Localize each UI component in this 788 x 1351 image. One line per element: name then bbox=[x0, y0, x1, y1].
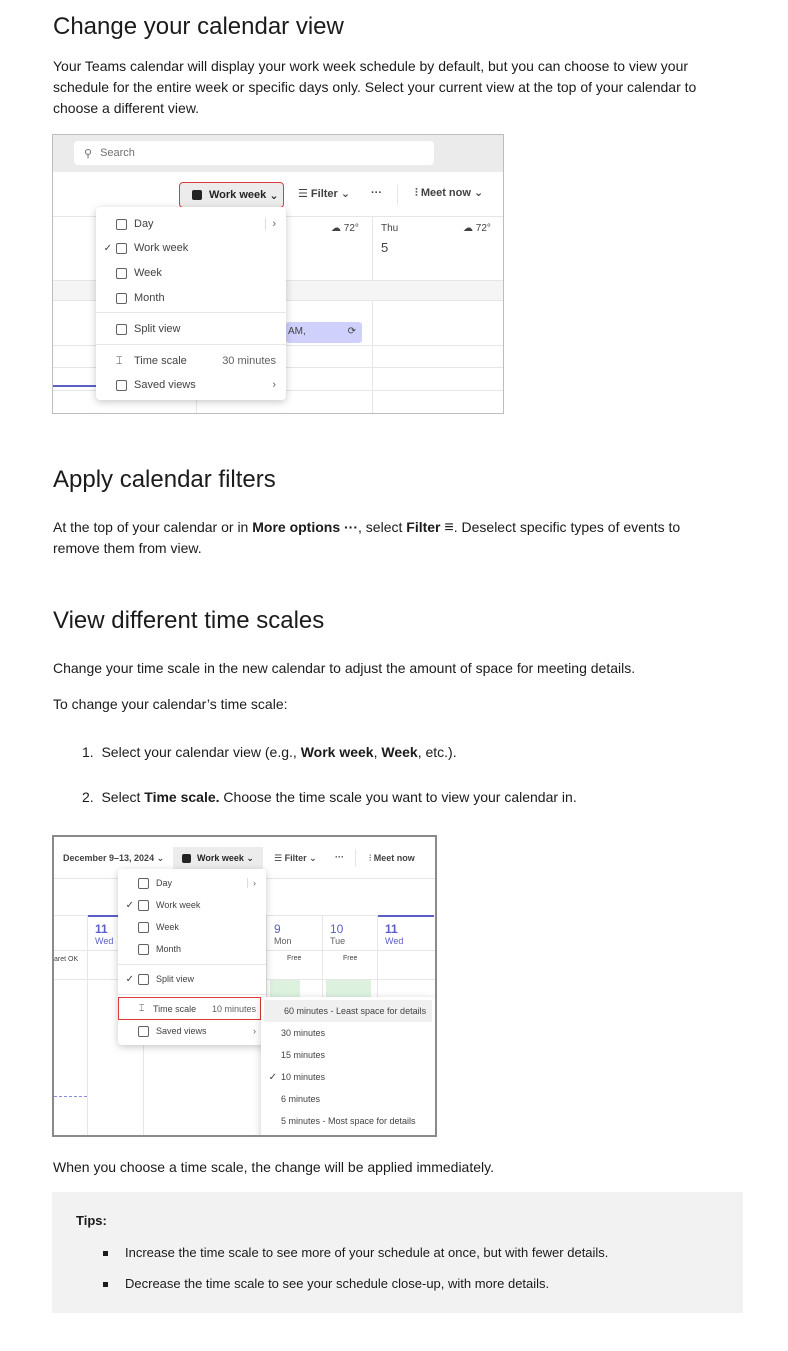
free-status: Free bbox=[287, 955, 302, 962]
text: , etc.). bbox=[417, 744, 457, 760]
step-number: 1. bbox=[82, 744, 94, 760]
menu-item-work-week[interactable] bbox=[118, 894, 266, 916]
date-range: December 9–13, 2024 bbox=[63, 853, 155, 863]
section-heading: Change your calendar view bbox=[53, 13, 344, 40]
menu-item-saved-views[interactable] bbox=[118, 1020, 266, 1042]
tip-item: Increase the time scale to see more of your schedule at once, but with fewer details. bbox=[125, 1245, 609, 1260]
intro-paragraph bbox=[53, 56, 733, 119]
day-header[interactable] bbox=[274, 922, 292, 946]
step-1 bbox=[82, 742, 762, 763]
option-label: 30 minutes bbox=[281, 1028, 326, 1038]
temp-value: 72° bbox=[475, 223, 491, 234]
menu-label: Day bbox=[134, 218, 154, 230]
filter-icon: ≡ bbox=[444, 519, 454, 536]
text-line: schedule for the entire week or specific days only. Select your current view at the top of your calendar to bbox=[53, 79, 697, 95]
time-scale-option[interactable] bbox=[261, 1022, 435, 1044]
day-name: Wed bbox=[385, 936, 404, 946]
paragraph: Change your time scale in the new calendar to adjust the amount of space for meeting details. bbox=[53, 660, 636, 676]
filter-term: Filter bbox=[406, 519, 441, 535]
text: At the top of your calendar or in bbox=[53, 519, 253, 535]
menu-label: Day bbox=[156, 878, 173, 888]
bold-term: Work week bbox=[300, 744, 374, 760]
menu-label: Work week bbox=[134, 242, 189, 254]
day-number: 9 bbox=[274, 922, 281, 936]
free-status: Free bbox=[343, 955, 358, 962]
menu-item-split-view[interactable] bbox=[118, 968, 266, 990]
calendar-icon bbox=[182, 854, 191, 863]
save-icon bbox=[116, 380, 127, 391]
menu-label: Split view bbox=[156, 974, 195, 984]
menu-item-week[interactable] bbox=[96, 262, 286, 284]
split-view-icon bbox=[116, 324, 127, 335]
time-scale-submenu bbox=[261, 997, 435, 1137]
paragraph: To change your calendar’s time scale: bbox=[53, 696, 288, 712]
day-name: Tue bbox=[330, 936, 346, 946]
day-number: 11 bbox=[95, 922, 108, 936]
menu-label: Saved views bbox=[134, 379, 196, 391]
paragraph: When you choose a time scale, the change will be applied immediately. bbox=[53, 1159, 494, 1175]
week-icon bbox=[138, 922, 149, 933]
filter-label: Filter bbox=[284, 853, 307, 863]
view-dropdown-menu bbox=[96, 207, 286, 400]
chevron-right-icon[interactable]: › bbox=[265, 218, 276, 230]
month-icon bbox=[116, 293, 127, 304]
search-placeholder: Search bbox=[100, 147, 135, 159]
option-label: 15 minutes bbox=[281, 1050, 326, 1060]
calendar-view-screenshot bbox=[52, 134, 504, 414]
tips-box bbox=[52, 1192, 743, 1313]
option-label: 10 minutes bbox=[281, 1072, 326, 1082]
meet-now-label: Meet now bbox=[420, 187, 471, 199]
tip-item: Decrease the time scale to see your schedule close-up, with more details. bbox=[125, 1276, 550, 1291]
audio-wave-icon: ⫶ bbox=[415, 187, 421, 199]
tips-title: Tips: bbox=[76, 1213, 107, 1228]
text-line: remove them from view. bbox=[53, 540, 202, 556]
day-header[interactable] bbox=[95, 922, 113, 946]
filter-label: Filter bbox=[310, 188, 338, 200]
menu-item-month[interactable] bbox=[96, 287, 286, 309]
time-scale-option[interactable] bbox=[264, 1000, 432, 1022]
more-options-button[interactable]: ··· bbox=[335, 852, 344, 862]
time-scale-value: 10 minutes bbox=[211, 1003, 256, 1014]
split-view-icon bbox=[138, 974, 149, 985]
audio-wave-icon: ⫶ bbox=[369, 853, 374, 863]
weather-temp: ☁ 72° bbox=[463, 223, 491, 234]
work-week-button[interactable]: Work week ⌄ bbox=[173, 847, 263, 869]
checkmark-icon: ✓ bbox=[103, 242, 112, 254]
current-time-line bbox=[53, 385, 96, 387]
search-icon: ⚲ bbox=[84, 147, 93, 160]
view-label: Work week bbox=[197, 853, 244, 863]
view-dropdown-menu bbox=[118, 869, 266, 1045]
day-icon bbox=[116, 219, 127, 230]
calendar-event[interactable] bbox=[286, 322, 362, 343]
section-heading: View different time scales bbox=[53, 607, 325, 634]
month-icon bbox=[138, 944, 149, 955]
day-header[interactable] bbox=[385, 922, 403, 946]
bold-term: Time scale. bbox=[144, 789, 220, 805]
menu-label: Time scale bbox=[153, 1003, 197, 1014]
time-scale-option[interactable] bbox=[261, 1110, 435, 1132]
meet-now-button[interactable]: ⫶ Meet now ⌄ bbox=[415, 187, 484, 199]
day-number: 11 bbox=[385, 922, 398, 936]
menu-item-week[interactable] bbox=[118, 916, 266, 938]
meet-now-label: Meet now bbox=[373, 853, 415, 863]
day-number: 10 bbox=[330, 922, 344, 936]
option-label: 60 minutes - Least space for details bbox=[284, 1006, 427, 1016]
menu-label: Month bbox=[134, 292, 165, 304]
menu-label: Time scale bbox=[134, 355, 187, 367]
weather-temp: ☁ 72° bbox=[331, 223, 359, 234]
checkmark-icon: ✓ bbox=[125, 973, 134, 985]
menu-item-day[interactable] bbox=[96, 213, 286, 235]
menu-label: Saved views bbox=[156, 1026, 207, 1036]
step-number: 2. bbox=[82, 789, 94, 805]
text: , select bbox=[358, 519, 407, 535]
time-scale-option[interactable] bbox=[261, 1066, 435, 1088]
work-week-icon bbox=[116, 243, 127, 254]
work-week-button[interactable]: Work week ⌄ bbox=[179, 182, 284, 208]
checkmark-icon: ✓ bbox=[268, 1071, 277, 1083]
option-label: 5 minutes - Most space for details bbox=[281, 1116, 416, 1126]
menu-item-day[interactable] bbox=[118, 872, 266, 894]
date-range-picker[interactable]: December 9–13, 2024 ⌄ bbox=[63, 853, 165, 863]
recurring-icon: ⟳ bbox=[347, 326, 356, 337]
meet-now-button[interactable] bbox=[369, 853, 415, 864]
filter-button[interactable]: ☰ Filter ⌄ bbox=[274, 853, 317, 863]
calendar-icon bbox=[192, 190, 202, 200]
text: . Deselect specific types of events to bbox=[453, 519, 681, 535]
menu-item-split-view[interactable] bbox=[96, 318, 286, 340]
menu-item-month[interactable] bbox=[118, 938, 266, 960]
filter-icon: ☰ bbox=[298, 188, 311, 200]
bold-term: Week bbox=[381, 744, 418, 760]
filter-icon: ☰ bbox=[274, 853, 285, 863]
time-scale-value: 30 minutes bbox=[222, 355, 276, 367]
work-week-icon bbox=[138, 900, 149, 911]
filters-paragraph bbox=[53, 517, 733, 559]
menu-label: Week bbox=[134, 267, 162, 279]
time-scale-icon: ⌶ bbox=[139, 1003, 145, 1013]
day-icon bbox=[138, 878, 149, 889]
time-scale-icon: ⌶ bbox=[116, 354, 123, 367]
menu-label: Month bbox=[156, 944, 182, 954]
option-label: 6 minutes bbox=[281, 1094, 321, 1104]
menu-label: Split view bbox=[134, 323, 181, 335]
menu-label: Week bbox=[156, 922, 179, 932]
day-name: Thu bbox=[381, 223, 399, 234]
event-title: AM, bbox=[288, 326, 306, 337]
day-name: Mon bbox=[274, 936, 292, 946]
text-line: Your Teams calendar will display your work week schedule by default, but you can choose to view your bbox=[53, 58, 689, 74]
menu-item-work-week[interactable] bbox=[96, 237, 286, 259]
day-number: 5 bbox=[381, 240, 389, 255]
filter-button[interactable]: ☰ Filter ⌄ bbox=[298, 188, 351, 200]
temp-value: 72° bbox=[343, 223, 359, 234]
time-scale-option[interactable] bbox=[261, 1044, 435, 1066]
text-line: choose a different view. bbox=[53, 100, 200, 116]
save-icon bbox=[138, 1026, 149, 1037]
text: , bbox=[373, 744, 382, 760]
text: Select your calendar view (e.g., bbox=[101, 744, 301, 760]
day-header[interactable] bbox=[330, 922, 345, 946]
checkmark-icon: ✓ bbox=[125, 899, 134, 911]
search-input[interactable] bbox=[74, 141, 434, 165]
time-scale-screenshot bbox=[52, 835, 437, 1137]
view-label: Work week bbox=[209, 189, 267, 201]
week-icon bbox=[116, 268, 127, 279]
chevron-right-icon[interactable]: › bbox=[247, 878, 256, 888]
menu-label: Work week bbox=[156, 900, 201, 910]
text: Choose the time scale you want to view your calendar in. bbox=[219, 789, 577, 805]
chevron-right-icon: › bbox=[272, 379, 276, 391]
menu-item-time-scale[interactable] bbox=[118, 997, 261, 1020]
chevron-right-icon: › bbox=[253, 1026, 256, 1036]
more-options-term: More options bbox=[252, 519, 341, 535]
time-scale-option[interactable] bbox=[261, 1088, 435, 1110]
menu-item-saved-views[interactable] bbox=[96, 374, 286, 396]
step-2 bbox=[82, 787, 762, 808]
text: Select bbox=[101, 789, 145, 805]
more-options-icon: ··· bbox=[344, 519, 359, 535]
event-fragment: aret OK bbox=[54, 956, 79, 963]
more-options-button[interactable]: ··· bbox=[371, 187, 382, 199]
day-name: Wed bbox=[95, 936, 114, 946]
menu-item-time-scale[interactable] bbox=[96, 350, 286, 372]
section-heading: Apply calendar filters bbox=[53, 466, 276, 493]
